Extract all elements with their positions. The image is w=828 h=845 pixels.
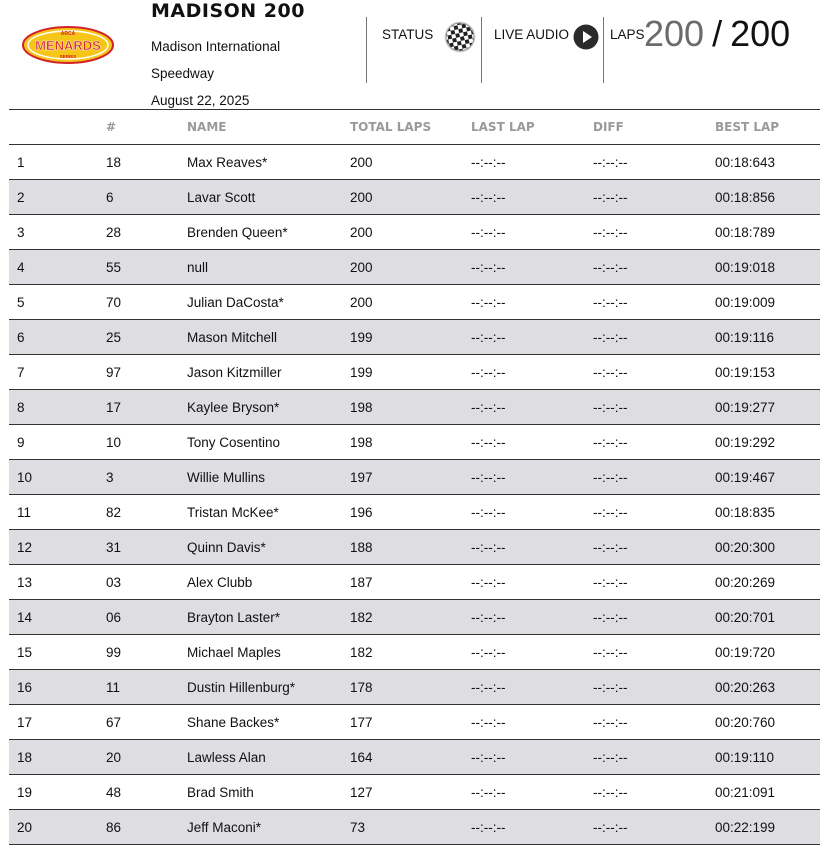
cell-car-number: 11 <box>106 670 187 705</box>
cell-car-number: 3 <box>106 460 187 495</box>
logo-text: MENARDS <box>35 38 101 53</box>
cell-driver-name: null <box>187 250 350 285</box>
cell-position: 1 <box>9 145 106 180</box>
cell-diff: --:--:-- <box>593 320 715 355</box>
cell-diff: --:--:-- <box>593 565 715 600</box>
cell-best-lap: 00:19:018 <box>715 250 820 285</box>
cell-position: 14 <box>9 600 106 635</box>
cell-diff: --:--:-- <box>593 250 715 285</box>
cell-car-number: 17 <box>106 390 187 425</box>
cell-position: 3 <box>9 215 106 250</box>
play-icon[interactable] <box>573 24 599 50</box>
cell-car-number: 28 <box>106 215 187 250</box>
cell-best-lap: 00:20:269 <box>715 565 820 600</box>
col-header-best-lap: BEST LAP <box>715 110 820 145</box>
cell-last-lap: --:--:-- <box>471 355 593 390</box>
cell-driver-name: Julian DaCosta* <box>187 285 350 320</box>
cell-best-lap: 00:18:789 <box>715 215 820 250</box>
cell-total-laps: 200 <box>350 250 471 285</box>
table-row <box>9 320 820 355</box>
col-header-name: NAME <box>187 110 350 145</box>
cell-position: 19 <box>9 775 106 810</box>
table-row <box>9 425 820 460</box>
cell-last-lap: --:--:-- <box>471 565 593 600</box>
menards-series-logo <box>22 24 114 66</box>
cell-driver-name: Tony Cosentino <box>187 425 350 460</box>
cell-diff: --:--:-- <box>593 355 715 390</box>
cell-last-lap: --:--:-- <box>471 775 593 810</box>
laps-label: LAPS <box>610 27 645 42</box>
cell-driver-name: Dustin Hillenburg* <box>187 670 350 705</box>
laps-counter <box>644 14 790 54</box>
logo-sub-text: ARCA <box>60 31 76 37</box>
cell-car-number: 55 <box>106 250 187 285</box>
cell-total-laps: 199 <box>350 320 471 355</box>
cell-best-lap: 00:19:110 <box>715 740 820 775</box>
cell-last-lap: --:--:-- <box>471 215 593 250</box>
cell-total-laps: 200 <box>350 145 471 180</box>
cell-driver-name: Lavar Scott <box>187 180 350 215</box>
table-row <box>9 495 820 530</box>
cell-total-laps: 196 <box>350 495 471 530</box>
cell-total-laps: 127 <box>350 775 471 810</box>
cell-last-lap: --:--:-- <box>471 600 593 635</box>
cell-driver-name: Brenden Queen* <box>187 215 350 250</box>
table-row <box>9 670 820 705</box>
cell-last-lap: --:--:-- <box>471 250 593 285</box>
cell-diff: --:--:-- <box>593 600 715 635</box>
cell-last-lap: --:--:-- <box>471 145 593 180</box>
cell-position: 2 <box>9 180 106 215</box>
cell-total-laps: 164 <box>350 740 471 775</box>
cell-car-number: 31 <box>106 530 187 565</box>
cell-total-laps: 177 <box>350 705 471 740</box>
cell-total-laps: 197 <box>350 460 471 495</box>
cell-car-number: 10 <box>106 425 187 460</box>
cell-driver-name: Tristan McKee* <box>187 495 350 530</box>
cell-total-laps: 198 <box>350 425 471 460</box>
table-row <box>9 460 820 495</box>
cell-best-lap: 00:20:300 <box>715 530 820 565</box>
table-row <box>9 810 820 845</box>
table-row <box>9 250 820 285</box>
cell-total-laps: 187 <box>350 565 471 600</box>
cell-car-number: 70 <box>106 285 187 320</box>
cell-diff: --:--:-- <box>593 705 715 740</box>
cell-position: 20 <box>9 810 106 845</box>
cell-last-lap: --:--:-- <box>471 180 593 215</box>
col-header-total-laps: TOTAL LAPS <box>350 110 471 145</box>
checkered-flag-icon <box>444 21 476 53</box>
header-divider <box>366 17 367 83</box>
table-row <box>9 390 820 425</box>
table-row <box>9 740 820 775</box>
cell-last-lap: --:--:-- <box>471 390 593 425</box>
race-title: MADISON 200 <box>151 0 305 22</box>
table-row <box>9 285 820 320</box>
cell-driver-name: Brad Smith <box>187 775 350 810</box>
cell-best-lap: 00:18:835 <box>715 495 820 530</box>
cell-diff: --:--:-- <box>593 775 715 810</box>
laps-current: 200 <box>644 13 705 54</box>
cell-diff: --:--:-- <box>593 215 715 250</box>
cell-last-lap: --:--:-- <box>471 810 593 845</box>
laps-total: 200 <box>730 13 791 54</box>
cell-total-laps: 198 <box>350 390 471 425</box>
cell-best-lap: 00:19:153 <box>715 355 820 390</box>
track-info <box>151 33 351 114</box>
cell-diff: --:--:-- <box>593 495 715 530</box>
cell-position: 11 <box>9 495 106 530</box>
cell-best-lap: 00:22:199 <box>715 810 820 845</box>
cell-position: 5 <box>9 285 106 320</box>
cell-car-number: 67 <box>106 705 187 740</box>
table-row <box>9 355 820 390</box>
table-row <box>9 180 820 215</box>
table-row <box>9 215 820 250</box>
cell-diff: --:--:-- <box>593 740 715 775</box>
col-header-position <box>9 110 106 145</box>
cell-position: 18 <box>9 740 106 775</box>
col-header-number: # <box>106 110 187 145</box>
cell-total-laps: 188 <box>350 530 471 565</box>
cell-diff: --:--:-- <box>593 180 715 215</box>
cell-car-number: 20 <box>106 740 187 775</box>
cell-best-lap: 00:20:701 <box>715 600 820 635</box>
track-name-line2: Speedway <box>151 66 215 81</box>
cell-car-number: 06 <box>106 600 187 635</box>
cell-diff: --:--:-- <box>593 425 715 460</box>
header-divider <box>603 17 604 83</box>
cell-driver-name: Mason Mitchell <box>187 320 350 355</box>
cell-position: 15 <box>9 635 106 670</box>
cell-position: 12 <box>9 530 106 565</box>
cell-driver-name: Willie Mullins <box>187 460 350 495</box>
table-row <box>9 775 820 810</box>
cell-last-lap: --:--:-- <box>471 320 593 355</box>
cell-best-lap: 00:20:760 <box>715 705 820 740</box>
race-date: August 22, 2025 <box>151 93 250 108</box>
col-header-diff: DIFF <box>593 110 715 145</box>
cell-position: 13 <box>9 565 106 600</box>
cell-position: 17 <box>9 705 106 740</box>
cell-total-laps: 200 <box>350 215 471 250</box>
cell-last-lap: --:--:-- <box>471 635 593 670</box>
cell-position: 4 <box>9 250 106 285</box>
cell-car-number: 18 <box>106 145 187 180</box>
table-row <box>9 565 820 600</box>
cell-car-number: 6 <box>106 180 187 215</box>
table-row <box>9 705 820 740</box>
cell-car-number: 82 <box>106 495 187 530</box>
cell-position: 6 <box>9 320 106 355</box>
cell-driver-name: Brayton Laster* <box>187 600 350 635</box>
cell-last-lap: --:--:-- <box>471 285 593 320</box>
cell-last-lap: --:--:-- <box>471 495 593 530</box>
cell-car-number: 03 <box>106 565 187 600</box>
table-row <box>9 530 820 565</box>
cell-best-lap: 00:18:856 <box>715 180 820 215</box>
cell-car-number: 25 <box>106 320 187 355</box>
table-row <box>9 145 820 180</box>
header-divider <box>481 17 482 83</box>
cell-car-number: 48 <box>106 775 187 810</box>
cell-last-lap: --:--:-- <box>471 740 593 775</box>
cell-diff: --:--:-- <box>593 810 715 845</box>
cell-total-laps: 182 <box>350 635 471 670</box>
cell-driver-name: Max Reaves* <box>187 145 350 180</box>
cell-total-laps: 199 <box>350 355 471 390</box>
cell-driver-name: Alex Clubb <box>187 565 350 600</box>
cell-total-laps: 200 <box>350 285 471 320</box>
cell-total-laps: 73 <box>350 810 471 845</box>
cell-diff: --:--:-- <box>593 390 715 425</box>
cell-diff: --:--:-- <box>593 285 715 320</box>
cell-last-lap: --:--:-- <box>471 705 593 740</box>
cell-diff: --:--:-- <box>593 145 715 180</box>
cell-driver-name: Michael Maples <box>187 635 350 670</box>
cell-driver-name: Quinn Davis* <box>187 530 350 565</box>
cell-position: 8 <box>9 390 106 425</box>
cell-best-lap: 00:18:643 <box>715 145 820 180</box>
cell-car-number: 97 <box>106 355 187 390</box>
cell-diff: --:--:-- <box>593 460 715 495</box>
leaderboard-table <box>9 109 820 845</box>
logo-series-text: SERIES <box>59 54 77 59</box>
table-header-row <box>9 110 820 145</box>
col-header-last-lap: LAST LAP <box>471 110 593 145</box>
cell-position: 16 <box>9 670 106 705</box>
cell-driver-name: Lawless Alan <box>187 740 350 775</box>
table-row <box>9 635 820 670</box>
cell-total-laps: 182 <box>350 600 471 635</box>
cell-best-lap: 00:19:292 <box>715 425 820 460</box>
cell-last-lap: --:--:-- <box>471 670 593 705</box>
cell-last-lap: --:--:-- <box>471 530 593 565</box>
cell-position: 10 <box>9 460 106 495</box>
cell-driver-name: Jason Kitzmiller <box>187 355 350 390</box>
page-header <box>0 0 828 110</box>
cell-car-number: 86 <box>106 810 187 845</box>
cell-best-lap: 00:19:720 <box>715 635 820 670</box>
cell-diff: --:--:-- <box>593 635 715 670</box>
cell-total-laps: 200 <box>350 180 471 215</box>
cell-driver-name: Shane Backes* <box>187 705 350 740</box>
table-row <box>9 600 820 635</box>
cell-best-lap: 00:21:091 <box>715 775 820 810</box>
cell-position: 9 <box>9 425 106 460</box>
cell-driver-name: Kaylee Bryson* <box>187 390 350 425</box>
laps-separator: / <box>712 13 723 54</box>
cell-best-lap: 00:19:467 <box>715 460 820 495</box>
cell-driver-name: Jeff Maconi* <box>187 810 350 845</box>
cell-diff: --:--:-- <box>593 670 715 705</box>
cell-last-lap: --:--:-- <box>471 425 593 460</box>
cell-best-lap: 00:19:277 <box>715 390 820 425</box>
track-name-line1: Madison International <box>151 39 281 54</box>
cell-position: 7 <box>9 355 106 390</box>
live-audio-label[interactable]: LIVE AUDIO <box>494 27 570 42</box>
cell-diff: --:--:-- <box>593 530 715 565</box>
cell-best-lap: 00:19:116 <box>715 320 820 355</box>
cell-best-lap: 00:20:263 <box>715 670 820 705</box>
status-label: STATUS <box>382 27 434 42</box>
cell-last-lap: --:--:-- <box>471 460 593 495</box>
cell-car-number: 99 <box>106 635 187 670</box>
cell-best-lap: 00:19:009 <box>715 285 820 320</box>
cell-total-laps: 178 <box>350 670 471 705</box>
